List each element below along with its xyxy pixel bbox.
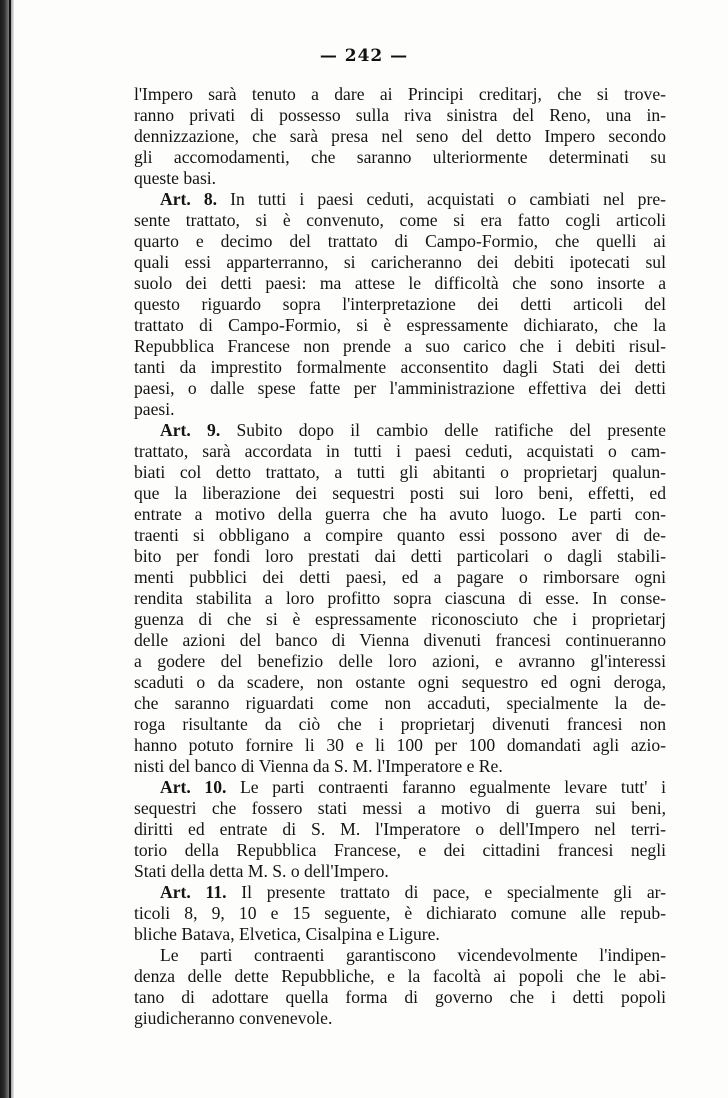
text-line: sente trattato, si è convenuto, come si era fatto cogli articoli xyxy=(134,210,666,230)
text-line: a godere del benefizio delle loro azioni, e avranno gl'interessi xyxy=(134,651,666,671)
text-line: Le parti contraenti garantiscono vicendevolmente l'indipen- xyxy=(160,945,666,965)
text-line: quarto e decimo del trattato di Campo-Formio, che quelli ai xyxy=(134,231,666,251)
text-line: diritti ed entrate di S. M. l'Imperatore o dell'Impero nel terri- xyxy=(134,819,666,839)
article-first-line xyxy=(134,189,666,210)
text-line: l'Impero sarà tenuto a dare ai Principi creditarj, che si trove- xyxy=(134,84,666,104)
text-line: rendita stabilita a loro profitto sopra ciascuna di esse. In conse- xyxy=(134,588,666,608)
text-line: traenti si obbligano a compire quanto essi possono aver di de- xyxy=(134,525,666,545)
text-line: ranno privati di possesso sulla riva sinistra del Reno, una in- xyxy=(134,105,666,125)
text-line: que la liberazione dei sequestri posti sui loro beni, effetti, ed xyxy=(134,483,666,503)
text-line: menti pubblici dei detti paesi, ed a pagare o rimborsare ogni xyxy=(134,567,666,587)
text-line: che saranno riguardati come non accaduti, specialmente la de- xyxy=(134,693,666,713)
book-spine-edge xyxy=(9,0,11,1098)
page-number: — 242 — xyxy=(319,46,409,66)
text-line: Le parti contraenti faranno egualmente levare tutt' i xyxy=(240,777,666,797)
article-9 xyxy=(134,420,666,777)
article-number: Art. 9. xyxy=(160,420,221,440)
text-line: biati col detto trattato, a tutti gli abitanti o proprietarj qualun- xyxy=(134,462,666,482)
text-line: sequestri che fossero stati messi a motivo di guerra sui beni, xyxy=(134,798,666,818)
text-line: nisti del banco di Vienna da S. M. l'Imperatore e Re. xyxy=(134,756,503,776)
book-spine-shadow xyxy=(0,0,14,1098)
text-line: In tutti i paesi ceduti, acquistati o cambiati nel pre- xyxy=(230,189,666,209)
text-line: tanti da imprestito formalmente acconsentito dagli Stati dei detti xyxy=(134,357,666,377)
paragraph-guarantee xyxy=(134,945,666,1029)
article-number: Art. 10. xyxy=(160,777,227,797)
paragraph-continuation xyxy=(134,84,666,189)
text-line: roga risultante da ciò che i proprietarj divenuti francesi non xyxy=(134,714,666,734)
text-line: trattato, sarà accordata in tutti i paesi ceduti, acquistati o cam- xyxy=(134,441,666,461)
page-body xyxy=(134,84,666,1029)
text-line: Il presente trattato di pace, e specialmente gli ar- xyxy=(241,882,666,902)
text-line: scaduti o da scadere, non ostante ogni sequestro ed ogni deroga, xyxy=(134,672,666,692)
text-line: gli accomodamenti, che saranno ulteriormente determinati su xyxy=(134,147,666,167)
article-first-line xyxy=(134,777,666,798)
text-line: bliche Batava, Elvetica, Cisalpina e Ligure. xyxy=(134,924,440,944)
text-line: bito per fondi loro prestati dai detti particolari o dagli stabili- xyxy=(134,546,666,566)
text-line: entrate a motivo della guerra che ha avuto luogo. Le parti con- xyxy=(134,504,666,524)
text-line: suolo dei detti paesi: ma attese le difficoltà che sono insorte a xyxy=(134,273,666,293)
text-line: delle azioni del banco di Vienna divenuti francesi continueranno xyxy=(134,630,666,650)
text-line: denza delle dette Repubbliche, e la facoltà ai popoli che le abi- xyxy=(134,966,666,986)
text-line: paesi. xyxy=(134,399,175,419)
article-number: Art. 11. xyxy=(160,882,227,902)
article-10 xyxy=(134,777,666,882)
article-11 xyxy=(134,882,666,945)
text-line: giudicheranno convenevole. xyxy=(134,1008,333,1028)
text-line: guenza di che si è espressamente riconosciuto che i proprietarj xyxy=(134,609,666,629)
text-line: trattato di Campo-Formio, si è espressamente dichiarato, che la xyxy=(134,315,666,335)
text-line: tano di adottare quella forma di governo che i detti popoli xyxy=(134,987,666,1007)
text-line: torio della Repubblica Francese, e dei cittadini francesi negli xyxy=(134,840,666,860)
text-line: Subito dopo il cambio delle ratifiche del presente xyxy=(236,420,666,440)
text-line: quali essi apparterranno, si caricheranno dei debiti ipotecati sul xyxy=(134,252,666,272)
text-line: ticoli 8, 9, 10 e 15 seguente, è dichiarato comune alle repub- xyxy=(134,903,666,923)
article-first-line xyxy=(134,420,666,441)
text-line: queste basi. xyxy=(134,168,217,188)
text-line: hanno potuto fornire li 30 e li 100 per 100 domandati agli azio- xyxy=(134,735,666,755)
article-number: Art. 8. xyxy=(160,189,218,209)
text-line: dennizzazione, che sarà presa nel seno del detto Impero secondo xyxy=(134,126,666,146)
text-line: Stati della detta M. S. o dell'Impero. xyxy=(134,861,389,881)
text-line: questo riguardo sopra l'interpretazione dei detti articoli del xyxy=(134,294,666,314)
text-line: paesi, o dalle spese fatte per l'amministrazione effettiva dei detti xyxy=(134,378,666,398)
article-first-line xyxy=(134,882,666,903)
article-8 xyxy=(134,189,666,420)
text-line: Repubblica Francese non prende a suo carico che i debiti risul- xyxy=(134,336,666,356)
